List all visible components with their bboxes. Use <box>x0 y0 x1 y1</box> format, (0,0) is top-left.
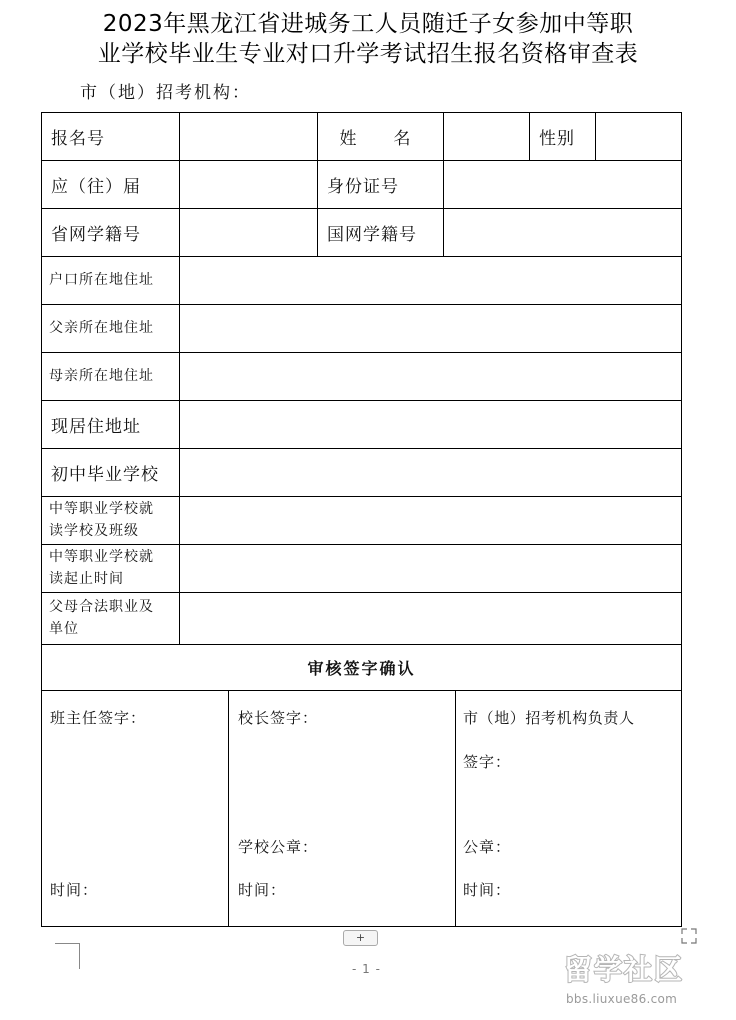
gender-label: 性别 <box>539 128 575 149</box>
prov-reg-input[interactable] <box>179 208 317 256</box>
vocational-class-input[interactable] <box>179 496 682 544</box>
mother-addr-input[interactable] <box>179 352 682 400</box>
grad-year-label: 应（往）届 <box>51 176 141 197</box>
teacher-time-label: 时间： <box>50 881 99 899</box>
grid-line <box>228 690 229 927</box>
name-input[interactable] <box>443 112 529 160</box>
watermark-url: bbs.liuxue86.com <box>566 992 678 1006</box>
grid-line <box>529 112 530 160</box>
grid-line <box>41 112 682 113</box>
grid-line <box>681 112 682 927</box>
org-line <box>80 78 511 103</box>
agency-time-label: 时间： <box>463 881 512 899</box>
principal-time-label: 时间： <box>238 881 287 899</box>
grid-line <box>179 112 180 644</box>
id-no-label: 身份证号 <box>327 176 399 197</box>
form-title-line-2: 业学校毕业生专业对口升学考试招生报名资格审查表 <box>97 41 639 67</box>
agency-seal-label: 公章： <box>463 838 512 856</box>
add-row-button[interactable]: + <box>343 930 378 946</box>
grid-line <box>41 496 682 497</box>
junior-school-label: 初中毕业学校 <box>51 464 159 485</box>
grid-line <box>41 160 682 161</box>
application-form <box>41 112 682 927</box>
agency-sign-label: 签字： <box>463 753 512 771</box>
grid-line <box>41 926 682 927</box>
grid-line <box>41 112 42 927</box>
org-label: 市（地）招考机构： <box>80 83 251 103</box>
grid-line <box>41 544 682 545</box>
current-addr-label: 现居住地址 <box>51 416 141 437</box>
grid-line <box>455 690 456 927</box>
principal-sign-label: 校长签字： <box>238 709 319 727</box>
mother-addr-label: 母亲所在地住址 <box>49 368 154 384</box>
vocational-period-input[interactable] <box>179 544 682 592</box>
grid-line <box>41 592 682 593</box>
org-input[interactable] <box>251 84 511 102</box>
grid-line <box>41 400 682 401</box>
grid-line <box>41 304 682 305</box>
page-number: - 1 - <box>352 962 381 976</box>
parents-job-input[interactable] <box>179 592 682 644</box>
gender-input[interactable] <box>595 112 682 160</box>
teacher-sign-label: 班主任签字： <box>50 709 147 727</box>
hukou-addr-input[interactable] <box>179 256 682 304</box>
grid-line <box>443 112 444 256</box>
prov-reg-label: 省网学籍号 <box>51 224 141 245</box>
reg-no-label: 报名号 <box>51 128 105 149</box>
vocational-class-label <box>41 496 179 544</box>
id-no-input[interactable] <box>443 160 682 208</box>
grid-line <box>41 690 682 691</box>
grid-line <box>595 112 596 160</box>
grid-line <box>41 644 682 645</box>
grid-line <box>41 208 682 209</box>
school-seal-label: 学校公章： <box>238 838 319 856</box>
agency-head-label: 市（地）招考机构负责人 <box>463 709 635 727</box>
review-heading: 审核签字确认 <box>307 658 416 678</box>
father-addr-input[interactable] <box>179 304 682 352</box>
grid-line <box>41 352 682 353</box>
vocational-period-label-line-1: 中等职业学校就 <box>49 549 154 565</box>
junior-school-input[interactable] <box>179 448 682 496</box>
grid-line <box>317 112 318 256</box>
vocational-period-label-line-2: 读起止时间 <box>49 571 124 587</box>
parents-job-label-line-2: 单位 <box>49 621 79 637</box>
parents-job-label <box>41 592 179 644</box>
form-title-line-1: 2023年黑龙江省进城务工人员随迁子女参加中等职 <box>102 11 634 37</box>
hukou-addr-label: 户口所在地住址 <box>49 272 154 288</box>
parents-job-label-line-1: 父母合法职业及 <box>49 599 154 615</box>
nat-reg-label: 国网学籍号 <box>327 224 417 245</box>
name-label: 姓 名 <box>339 128 421 149</box>
grid-line <box>41 256 682 257</box>
vocational-period-label <box>41 544 179 592</box>
father-addr-label: 父亲所在地住址 <box>49 320 154 336</box>
vocational-class-label-line-1: 中等职业学校就 <box>49 501 154 517</box>
current-addr-input[interactable] <box>179 400 682 448</box>
expand-icon[interactable] <box>681 928 701 946</box>
reg-no-input[interactable] <box>179 112 317 160</box>
page-corner-mark <box>55 943 80 969</box>
nat-reg-input[interactable] <box>443 208 682 256</box>
watermark-site-name: 留学社区 <box>564 953 685 986</box>
grid-line <box>41 448 682 449</box>
vocational-class-label-line-2: 读学校及班级 <box>49 523 139 539</box>
grad-year-input[interactable] <box>179 160 317 208</box>
